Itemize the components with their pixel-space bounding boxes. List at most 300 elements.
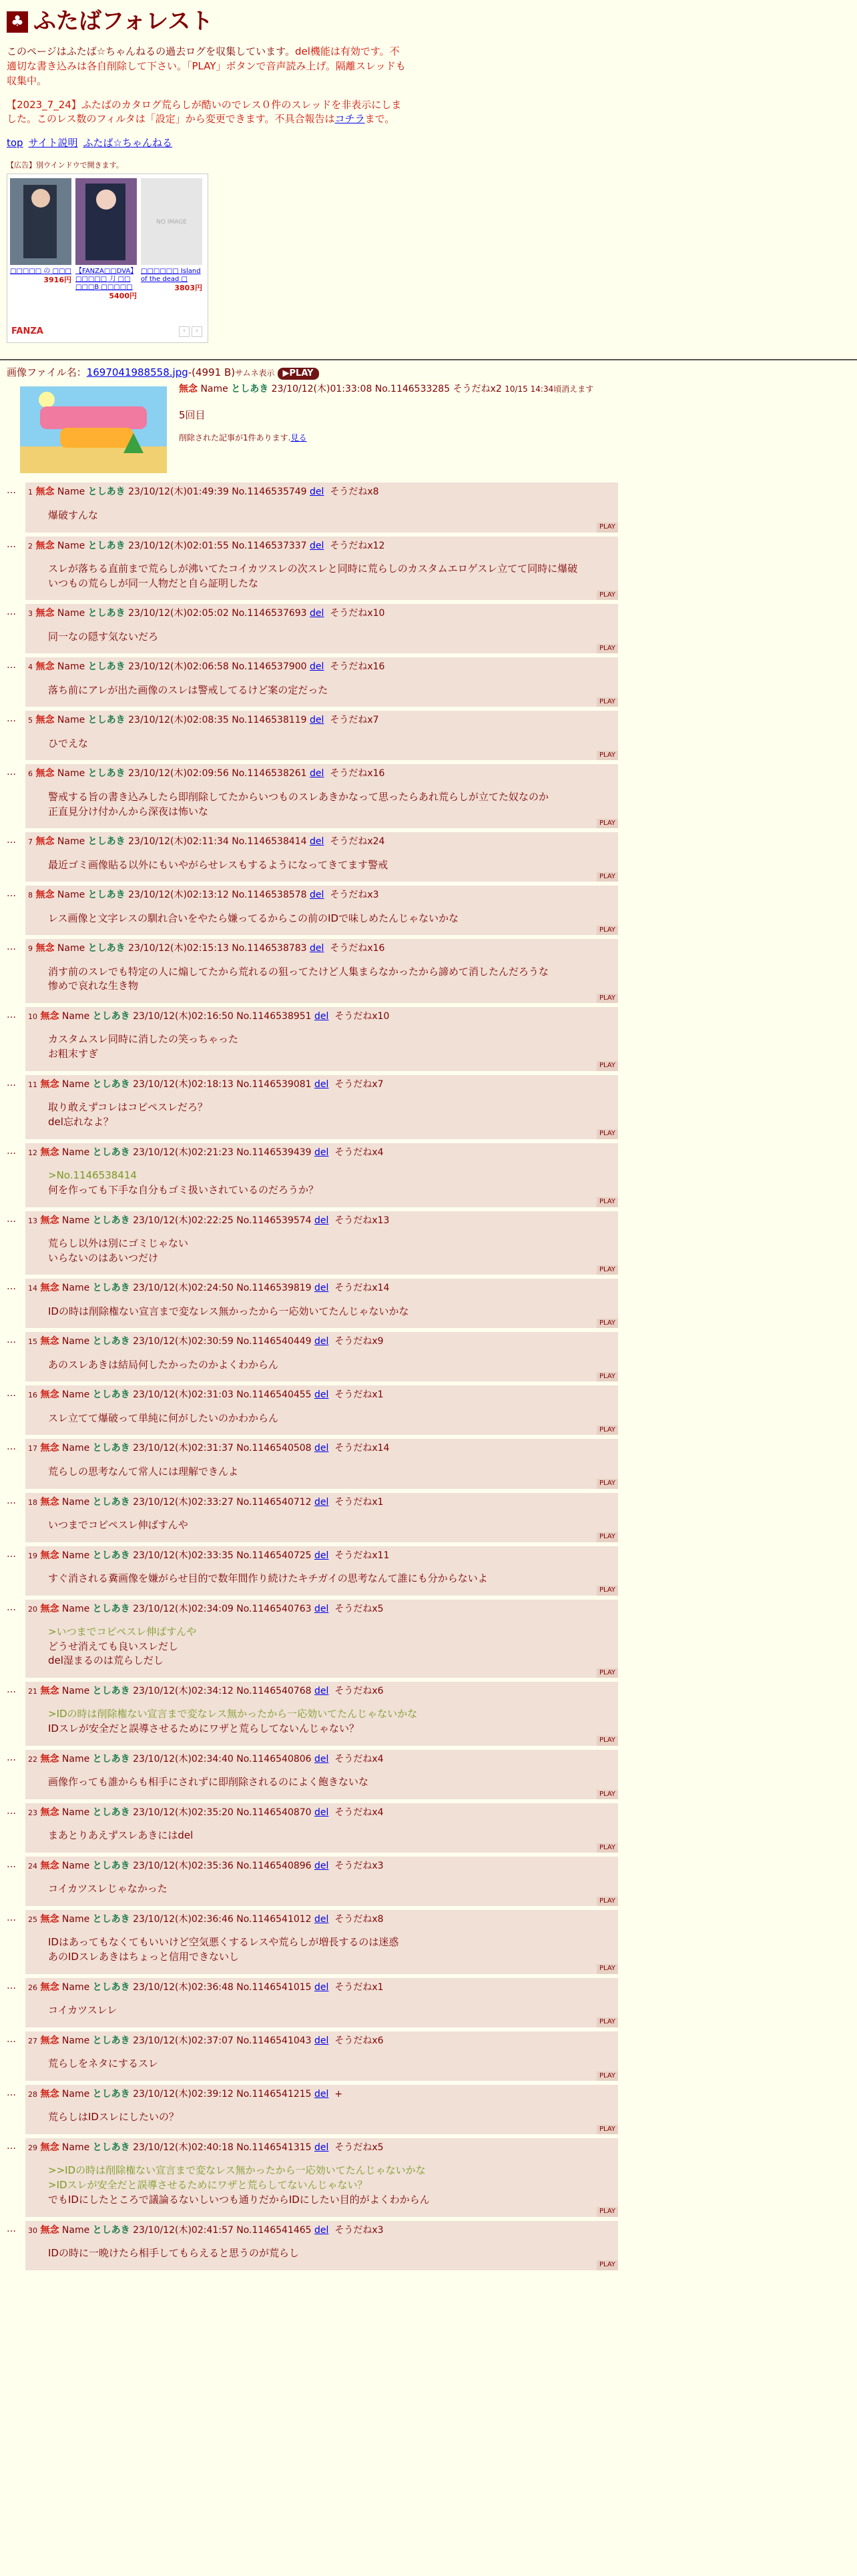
res-play-button[interactable]: PLAY	[597, 1736, 618, 1746]
del-link[interactable]: del	[314, 1389, 329, 1401]
file-line	[7, 366, 850, 380]
res-sodane[interactable]: そうだねx6	[334, 2035, 384, 2046]
res-header	[28, 1684, 618, 1698]
res-name: としあき	[92, 1753, 130, 1764]
del-link[interactable]: del	[310, 943, 324, 954]
res-menu-icon[interactable]: …	[7, 888, 16, 900]
res-play-button[interactable]: PLAY	[597, 1668, 618, 1678]
res-header	[28, 1441, 618, 1455]
res-line: IDはあってもなくてもいいけど空気悪くするレスや荒らしが増長するのは迷惑	[48, 1936, 399, 1949]
res-row	[7, 1750, 850, 1803]
del-link[interactable]: del	[310, 890, 324, 901]
ad-item-price: 3916円	[43, 275, 71, 284]
del-link[interactable]: del	[310, 715, 324, 726]
op-body	[179, 382, 593, 473]
res-header	[28, 1981, 618, 1994]
res-text	[48, 1935, 618, 1965]
ad-item-price: 3803円	[174, 283, 202, 292]
res-box	[25, 2085, 618, 2134]
res-menu-icon[interactable]: …	[7, 1980, 16, 1991]
res-name: としあき	[92, 2089, 130, 2100]
res-sodane[interactable]: そうだねx3	[330, 890, 379, 901]
res-row	[7, 1493, 850, 1546]
res-line: 最近ゴミ画像貼る以外にもいやがらせレスもするようになってきてます警戒	[48, 858, 388, 871]
ad-note: 【広告】別ウインドウで開きます。	[7, 160, 123, 170]
res-text	[48, 1572, 618, 1586]
res-date: 23/10/12(木)02:33:35 No.1146540725	[133, 1550, 312, 1561]
res-play-button[interactable]: PLAY	[597, 2071, 618, 2081]
notice-prefix: 【2023_7_24】ふたばのカタログ荒らしが酷いのでレス０件のスレッドを非表示にしました。このレス数のフィルタは「設定」から変更できます。不具合報告は	[7, 98, 402, 125]
del-link[interactable]: del	[314, 1981, 329, 1993]
res-name-label: Name	[61, 1496, 90, 1508]
res-text	[48, 2164, 618, 2207]
res-text	[48, 858, 618, 873]
res-sodane[interactable]: そうだねx4	[334, 1147, 384, 1158]
ad-prev-icon[interactable]: ‹	[179, 326, 190, 337]
res-menu-icon[interactable]: …	[7, 1548, 16, 1560]
res-line: コイカツスレじゃなかった	[48, 1883, 168, 1895]
del-link[interactable]: del	[310, 487, 324, 498]
res-line: 正直見分け付かんから深夜は怖いな	[48, 805, 209, 818]
res-sodane[interactable]: そうだねx3	[334, 1861, 384, 1872]
res-play-button[interactable]: PLAY	[597, 1790, 618, 1800]
thumb-toggle[interactable]: サムネ表示	[235, 368, 275, 378]
res-play-button[interactable]: PLAY	[597, 1532, 618, 1542]
res-line: あのIDスレあきはちょっと信用できないし	[48, 1951, 239, 1963]
res-number: 3	[28, 609, 33, 619]
ad-item[interactable]	[141, 178, 202, 300]
res-box	[25, 1910, 618, 1974]
del-link[interactable]: del	[314, 1443, 329, 1454]
res-sodane[interactable]: そうだねx8	[334, 1914, 384, 1925]
res-subject: 無念	[40, 1283, 59, 1294]
ad-item-title[interactable]: □□□□□ の □□□	[10, 267, 71, 275]
res-sodane[interactable]: +	[334, 2089, 343, 2100]
res-line: 何を作っても下手な自分もゴミ扱いされているのだろうか？	[48, 1183, 319, 1196]
res-number: 12	[28, 1148, 37, 1157]
res-name: としあき	[92, 1603, 130, 1614]
res-name: としあき	[92, 1147, 130, 1158]
del-link[interactable]: del	[310, 540, 324, 551]
res-box	[25, 657, 618, 707]
del-link[interactable]: del	[314, 1807, 329, 1819]
res-date: 23/10/12(木)02:05:02 No.1146537693	[128, 608, 307, 619]
res-play-button[interactable]: PLAY	[597, 1129, 618, 1139]
del-link[interactable]: del	[310, 661, 324, 673]
op-post	[7, 382, 850, 473]
res-box	[25, 2221, 618, 2270]
res-menu-icon[interactable]: …	[7, 1806, 16, 1817]
res-menu-icon[interactable]: …	[7, 713, 16, 725]
res-sodane[interactable]: そうだねx6	[334, 1686, 384, 1697]
res-text	[48, 2003, 618, 2018]
op-header	[179, 382, 593, 396]
res-play-button[interactable]: PLAY	[597, 1479, 618, 1489]
res-row	[7, 1211, 850, 1279]
res-play-button[interactable]: PLAY	[597, 1372, 618, 1382]
del-link[interactable]: del	[314, 2142, 329, 2154]
res-subject: 無念	[35, 836, 55, 848]
del-link[interactable]: del	[310, 608, 324, 619]
res-number: 28	[28, 2090, 37, 2099]
res-date: 23/10/12(木)02:31:03 No.1146540455	[133, 1389, 312, 1401]
del-link[interactable]: del	[314, 1603, 329, 1614]
res-number: 4	[28, 663, 33, 672]
top-link[interactable]: top	[7, 137, 23, 149]
ad-nav	[179, 326, 202, 337]
deleted-note-text: 削除された記事が1件あります.	[179, 432, 291, 442]
res-header	[28, 1010, 618, 1023]
res-name-label: Name	[61, 2035, 90, 2046]
res-text	[48, 2057, 618, 2071]
del-link[interactable]: del	[310, 768, 324, 779]
res-line: スレが落ちる直前まで荒らしが沸いてたコイカツスレの次スレと同時に荒らしのカスタムエロゲスレ立てて同時に爆破	[48, 562, 578, 575]
ad-thumbnail[interactable]	[10, 178, 71, 265]
res-line: どうせ消えても良いスレだし	[48, 1640, 179, 1652]
res-sodane[interactable]: そうだねx8	[330, 487, 379, 498]
res-number: 30	[28, 2226, 37, 2235]
responses	[7, 482, 850, 2274]
res-header	[28, 2034, 618, 2047]
res-name-label: Name	[61, 1603, 90, 1614]
res-date: 23/10/12(木)02:08:35 No.1146538119	[128, 715, 307, 726]
res-play-button[interactable]: PLAY	[597, 926, 618, 936]
res-date: 23/10/12(木)02:30:59 No.1146540449	[133, 1336, 312, 1347]
res-text	[48, 1775, 618, 1790]
op-play-button[interactable]: ▶PLAY	[278, 368, 319, 380]
del-link[interactable]: del	[314, 1861, 329, 1872]
res-line: IDの時に一晩けたら相手してもらえると思うのが荒らし	[48, 2246, 299, 2259]
res-menu-icon[interactable]: …	[7, 1602, 16, 1613]
res-subject: 無念	[35, 487, 55, 498]
res-sodane[interactable]: そうだねx1	[334, 1981, 384, 1993]
res-menu-icon[interactable]: …	[7, 1213, 16, 1225]
ad-next-icon[interactable]: ›	[192, 326, 202, 337]
deleted-link[interactable]: 見る	[290, 432, 307, 442]
res-subject: 無念	[40, 1550, 59, 1561]
res-sodane[interactable]: そうだねx12	[330, 540, 385, 551]
res-menu-icon[interactable]: …	[7, 1913, 16, 1924]
res-name-label: Name	[57, 715, 85, 726]
res-subject: 無念	[35, 540, 55, 551]
res-row	[7, 1332, 850, 1385]
del-link[interactable]: del	[314, 1336, 329, 1347]
res-line: del湿まるのは荒らしだし	[48, 1654, 164, 1667]
res-box	[25, 2138, 618, 2217]
res-play-button[interactable]: PLAY	[597, 1964, 618, 1974]
del-link[interactable]: del	[310, 836, 324, 848]
res-name: としあき	[87, 487, 125, 498]
res-date: 23/10/12(木)02:41:57 No.1146541465	[133, 2224, 312, 2236]
res-date: 23/10/12(木)01:49:39 No.1146535749	[128, 487, 307, 498]
res-sodane[interactable]: そうだねx14	[334, 1283, 390, 1294]
res-name-label: Name	[57, 608, 85, 619]
op-sodane[interactable]: そうだねx2	[453, 384, 502, 395]
ad-thumbnail[interactable]	[75, 178, 137, 265]
res-date: 23/10/12(木)02:24:50 No.1146539819	[133, 1283, 312, 1294]
res-menu-icon[interactable]: …	[7, 1441, 16, 1453]
res-sodane[interactable]: そうだねx13	[334, 1215, 390, 1226]
res-menu-icon[interactable]: …	[7, 1145, 16, 1157]
res-header	[28, 485, 618, 499]
res-row	[7, 1857, 850, 1910]
res-name-label: Name	[61, 1753, 90, 1764]
res-line: 荒らしをネタにするスレ	[48, 2057, 159, 2070]
ad-item[interactable]	[10, 178, 71, 300]
res-menu-icon[interactable]: …	[7, 1335, 16, 1346]
res-line: 荒らしはIDスレにしたいの？	[48, 2111, 179, 2124]
res-date: 23/10/12(木)02:40:18 No.1146541315	[133, 2142, 312, 2154]
res-subject: 無念	[40, 1603, 59, 1614]
res-name-label: Name	[57, 836, 85, 848]
res-subject: 無念	[40, 1389, 59, 1401]
notice-suffix: まで。	[364, 113, 395, 125]
intro-plain: このページはふたば☆ちゃんねるの過去ログを収集しています。	[7, 45, 295, 58]
res-name: としあき	[92, 1283, 130, 1294]
del-link[interactable]: del	[314, 1496, 329, 1508]
res-name-label: Name	[57, 487, 85, 498]
res-date: 23/10/12(木)02:13:12 No.1146538578	[128, 890, 307, 901]
res-play-button[interactable]: PLAY	[597, 2017, 618, 2027]
res-menu-icon[interactable]: …	[7, 942, 16, 953]
res-play-button[interactable]: PLAY	[597, 2260, 618, 2270]
res-row	[7, 1546, 850, 1600]
res-header	[28, 1806, 618, 1819]
res-menu-icon[interactable]: …	[7, 660, 16, 671]
res-play-button[interactable]: PLAY	[597, 1197, 618, 1207]
header	[7, 5, 850, 38]
del-link[interactable]: del	[314, 1686, 329, 1697]
res-menu-icon[interactable]: …	[7, 2033, 16, 2045]
res-number: 17	[28, 1444, 37, 1454]
res-quote: >いつまでコピペスレ伸ばすんや	[48, 1625, 197, 1638]
res-row	[7, 1279, 850, 1332]
res-name: としあき	[87, 768, 125, 779]
res-menu-icon[interactable]: …	[7, 1859, 16, 1871]
res-name: としあき	[92, 1861, 130, 1872]
res-header	[28, 2087, 618, 2101]
res-box	[25, 1857, 618, 1906]
res-menu-icon[interactable]: …	[7, 835, 16, 846]
res-line: ひでえな	[48, 737, 89, 749]
res-date: 23/10/12(木)02:18:13 No.1146539081	[133, 1078, 312, 1090]
res-subject: 無念	[40, 2224, 59, 2236]
res-line: IDの時は削除権ない宣言まで変なレス無かったから一応効いてたんじゃないかな	[48, 1305, 409, 1317]
res-box	[25, 1546, 618, 1596]
res-sodane[interactable]: そうだねx4	[334, 1807, 384, 1819]
res-box	[25, 1211, 618, 1275]
res-box	[25, 1075, 618, 1139]
res-line: スレ立てて爆破って単純に何がしたいのかわからん	[48, 1411, 279, 1424]
file-link[interactable]: 1697041988558.jpg	[86, 366, 188, 378]
res-sodane[interactable]: そうだねx16	[330, 943, 385, 954]
res-play-button[interactable]: PLAY	[597, 1897, 618, 1907]
del-link[interactable]: del	[314, 2224, 329, 2236]
res-row	[7, 2221, 850, 2274]
res-name-label: Name	[61, 1283, 90, 1294]
res-row	[7, 604, 850, 657]
res-row	[7, 1803, 850, 1857]
res-header	[28, 713, 618, 727]
res-menu-icon[interactable]: …	[7, 767, 16, 778]
res-sodane[interactable]: そうだねx10	[334, 1011, 390, 1022]
res-menu-icon[interactable]: …	[7, 485, 16, 497]
res-text	[48, 1100, 618, 1130]
res-menu-icon[interactable]: …	[7, 2223, 16, 2234]
res-play-button[interactable]: PLAY	[597, 1319, 618, 1329]
res-play-button[interactable]: PLAY	[597, 872, 618, 882]
res-row	[7, 1439, 850, 1492]
res-box	[25, 764, 618, 828]
res-sodane[interactable]: そうだねx14	[334, 1443, 390, 1454]
res-sodane[interactable]: そうだねx5	[334, 2142, 384, 2154]
res-sodane[interactable]: そうだねx7	[330, 715, 379, 726]
res-menu-icon[interactable]: …	[7, 2087, 16, 2098]
del-link[interactable]: del	[314, 1550, 329, 1561]
res-sodane[interactable]: そうだねx7	[334, 1078, 384, 1090]
res-subject: 無念	[40, 1981, 59, 1993]
res-header	[28, 660, 618, 673]
res-name-label: Name	[61, 2089, 90, 2100]
op-thumbnail[interactable]	[20, 386, 167, 473]
res-header	[28, 1496, 618, 1509]
res-name-label: Name	[61, 1914, 90, 1925]
res-menu-icon[interactable]: …	[7, 607, 16, 618]
res-text	[48, 1358, 618, 1373]
res-play-button[interactable]: PLAY	[597, 697, 618, 707]
res-text	[48, 2110, 618, 2125]
del-link[interactable]: del	[314, 1078, 329, 1090]
res-menu-icon[interactable]: …	[7, 1388, 16, 1399]
res-menu-icon[interactable]: …	[7, 1077, 16, 1088]
res-header	[28, 539, 618, 553]
del-link[interactable]: del	[314, 1753, 329, 1764]
res-play-button[interactable]: PLAY	[597, 644, 618, 654]
res-quote: >IDの時は削除権ない宣言まで変なレス無かったから一応効いてたんじゃないかな	[48, 1708, 418, 1720]
no-image-thumbnail[interactable]	[141, 178, 202, 265]
res-text	[48, 1829, 618, 1843]
contact-link[interactable]: コチラ	[334, 113, 365, 125]
res-menu-icon[interactable]: …	[7, 2141, 16, 2152]
res-play-button[interactable]: PLAY	[597, 1265, 618, 1275]
res-date: 23/10/12(木)02:16:50 No.1146538951	[133, 1011, 312, 1022]
op-name: としあき	[231, 384, 269, 395]
res-header	[28, 942, 618, 955]
res-box	[25, 886, 618, 935]
ad-item-title[interactable]: □□□□□□ Island of the dead □	[141, 267, 201, 283]
res-date: 23/10/12(木)02:34:40 No.1146540806	[133, 1753, 312, 1764]
op-subject: 無念	[179, 384, 198, 395]
res-number: 18	[28, 1498, 37, 1507]
res-subject: 無念	[35, 890, 55, 901]
ad-item-title[interactable]: 【FANZA□□DVA】□□□□□ 刀 □□ □□□B □□□□□	[75, 267, 134, 291]
res-play-button[interactable]: PLAY	[597, 591, 618, 601]
del-link[interactable]: del	[314, 1914, 329, 1925]
res-play-button[interactable]: PLAY	[597, 2207, 618, 2217]
res-line: あのスレあきは結局何したかったのかよくわからん	[48, 1358, 279, 1371]
res-menu-icon[interactable]: …	[7, 1281, 16, 1293]
del-link[interactable]: del	[314, 2035, 329, 2046]
del-link[interactable]: del	[314, 2089, 329, 2100]
res-line: 画像作っても誰からも相手にされずに即削除されるのによく飽きないな	[48, 1776, 369, 1789]
res-menu-icon[interactable]: …	[7, 539, 16, 550]
res-menu-icon[interactable]: …	[7, 1010, 16, 1021]
res-number: 16	[28, 1391, 37, 1400]
about-link[interactable]: サイト説明	[28, 137, 78, 149]
res-date: 23/10/12(木)02:15:13 No.1146538783	[128, 943, 307, 954]
res-play-button[interactable]: PLAY	[597, 1586, 618, 1596]
res-date: 23/10/12(木)02:34:12 No.1146540768	[133, 1686, 312, 1697]
del-link[interactable]: del	[314, 1215, 329, 1226]
res-header	[28, 1913, 618, 1926]
res-sodane[interactable]: そうだねx4	[334, 1753, 384, 1764]
res-subject: 無念	[40, 1443, 59, 1454]
res-name: としあき	[92, 1389, 130, 1401]
del-link[interactable]: del	[314, 1283, 329, 1294]
res-name: としあき	[92, 2035, 130, 2046]
res-name: としあき	[92, 1686, 130, 1697]
res-play-button[interactable]: PLAY	[597, 1425, 618, 1435]
res-play-button[interactable]: PLAY	[597, 523, 618, 533]
res-row	[7, 886, 850, 939]
res-name-label: Name	[57, 890, 85, 901]
res-header	[28, 2141, 618, 2154]
res-date: 23/10/12(木)02:09:56 No.1146538261	[128, 768, 307, 779]
res-text	[48, 790, 618, 820]
ad-item-price: 5400円	[109, 291, 137, 300]
res-sodane[interactable]: そうだねx1	[334, 1496, 384, 1508]
res-play-button[interactable]: PLAY	[597, 751, 618, 761]
res-sodane[interactable]: そうだねx9	[334, 1336, 384, 1347]
res-sodane[interactable]: そうだねx16	[330, 661, 385, 673]
res-play-button[interactable]: PLAY	[597, 2125, 618, 2135]
res-play-button[interactable]: PLAY	[597, 1061, 618, 1071]
res-sodane[interactable]: そうだねx1	[334, 1389, 384, 1401]
res-sodane[interactable]: そうだねx24	[330, 836, 385, 848]
res-menu-icon[interactable]: …	[7, 1752, 16, 1763]
del-link[interactable]: del	[314, 1147, 329, 1158]
res-sodane[interactable]: そうだねx10	[330, 608, 385, 619]
res-name: としあき	[92, 1981, 130, 1993]
res-date: 23/10/12(木)02:36:46 No.1146541012	[133, 1914, 312, 1925]
res-number: 9	[28, 944, 33, 954]
res-sodane[interactable]: そうだねx5	[334, 1603, 384, 1614]
res-name-label: Name	[57, 540, 85, 551]
res-box	[25, 2031, 618, 2081]
res-name: としあき	[92, 1496, 130, 1508]
ad-item[interactable]	[75, 178, 137, 300]
res-sodane[interactable]: そうだねx3	[334, 2224, 384, 2236]
res-play-button[interactable]: PLAY	[597, 994, 618, 1004]
res-play-button[interactable]: PLAY	[597, 1843, 618, 1853]
del-link[interactable]: del	[314, 1011, 329, 1022]
res-text	[48, 1707, 618, 1736]
res-menu-icon[interactable]: …	[7, 1495, 16, 1506]
res-name: としあき	[92, 2142, 130, 2154]
res-name: としあき	[87, 836, 125, 848]
res-menu-icon[interactable]: …	[7, 1684, 16, 1696]
res-header	[28, 1752, 618, 1766]
res-sodane[interactable]: そうだねx16	[330, 768, 385, 779]
res-box	[25, 1439, 618, 1488]
res-sodane[interactable]: そうだねx11	[334, 1550, 390, 1561]
divider	[0, 359, 857, 360]
res-text	[48, 912, 618, 926]
futaba-link[interactable]: ふたば☆ちゃんねる	[83, 137, 172, 149]
res-box	[25, 1279, 618, 1328]
res-play-button[interactable]: PLAY	[597, 819, 618, 829]
res-subject: 無念	[40, 1078, 59, 1090]
